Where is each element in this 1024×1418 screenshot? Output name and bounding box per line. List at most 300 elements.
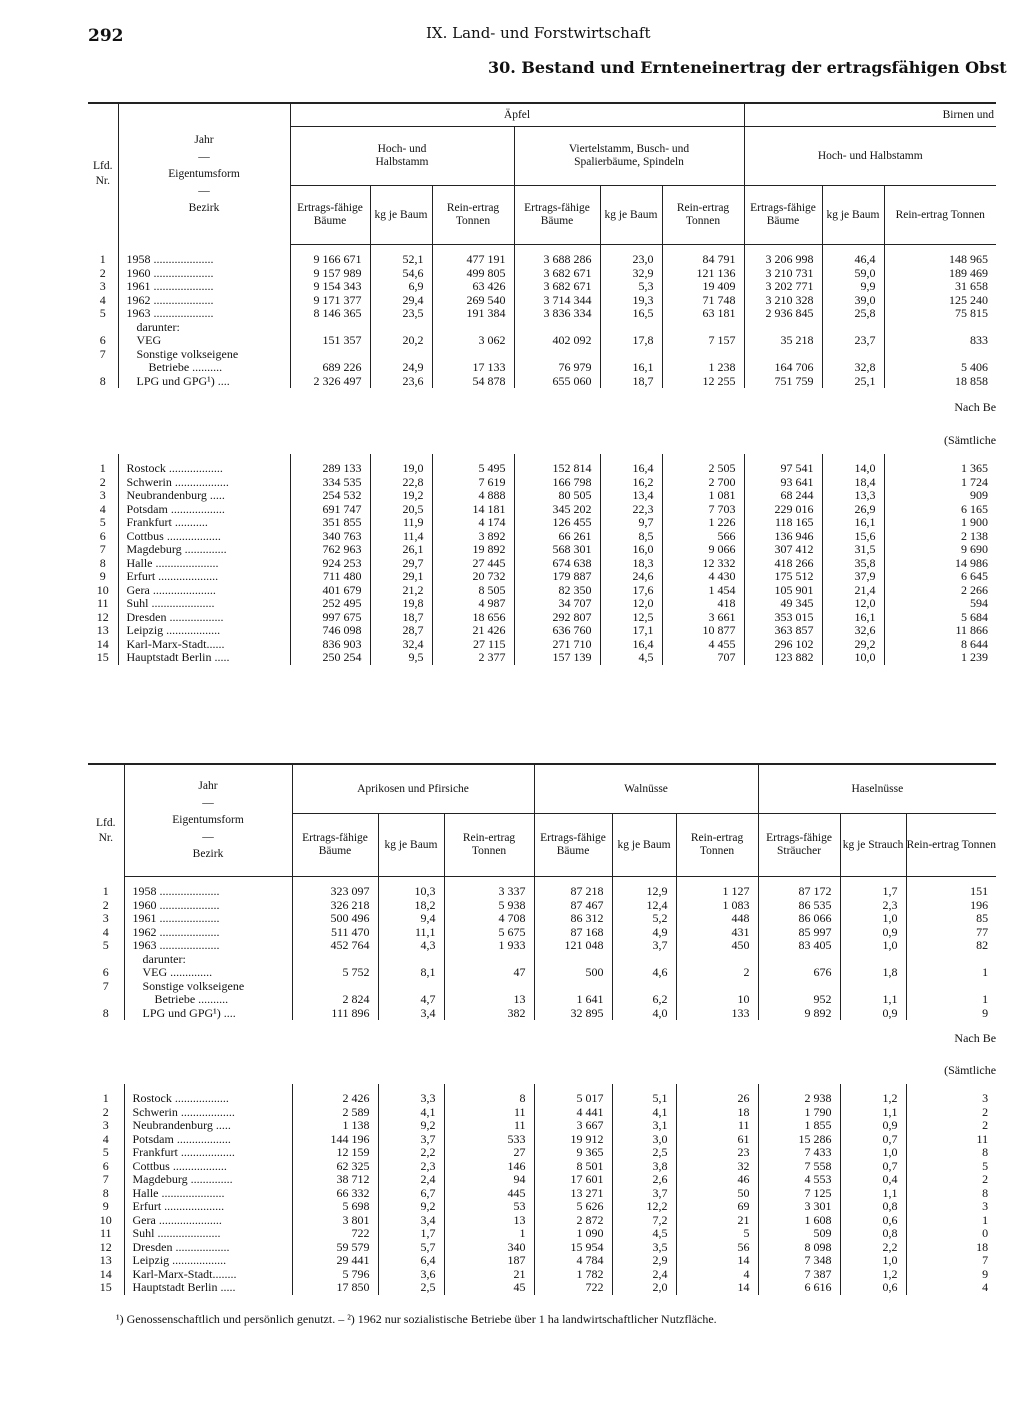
data-cell: 296 102: [744, 638, 822, 652]
table-row: [88, 885, 996, 899]
data-cell: 9,7: [600, 516, 662, 530]
data-cell: 636 760: [514, 624, 600, 638]
data-cell: 14,0: [822, 462, 884, 476]
data-cell: 3 206 998: [744, 253, 822, 267]
data-cell: 1: [906, 993, 996, 1007]
data-cell: 6,2: [612, 993, 676, 1007]
data-cell: 18 656: [432, 611, 514, 625]
data-cell: 62 325: [292, 1160, 378, 1174]
col-reinertrag: Rein-ertrag Tonnen: [444, 814, 534, 877]
fruit-table-apples-pears: Lfd. Nr. Jahr — Eigentumsform — Bezirk Äpfel Birnen und Hoch- und Halbstamm Viertelstamm, Busch- und Spalierbäume, Spindeln Hoch- und Halbstamm Ertrags-fähige Bäume kg je Baum Rein-ertrag Tonnen Ertrags-fähige Bäume kg je Baum Rein-ertrag Tonnen Ertrags-fähige Bäume kg je Baum Rein-ertrag Tonnen 1 1958 .................... 9 166 671 52,1 477 191 3 688 286 23,0 84 791 3 206 998 46,4 148 965 2 1960 .................... 9 157 989 54,6 499 805 3 682 671 32,9 121 136 3 210 731 59,0 189 469 3 1961 .................... 9 154 343 6,9 63 426 3 682 671 5,3 19 409 3 202 771 9,9 31 658 4 1962 .................... 9 171 377 29,4 269 540 3 714 344 19,3 71 748 3 210 328 39,0 125 240 5 1963 .................... 8 146 365 23,5 191 384 3 836 334 16,5 63 181 2 936 845 25,8 75 815 darunter: 6 VEG 151 357 20,2 3 062 402 092 17,8 7 157 35 218 23,7 833 7 Sonstige volkseigene Betriebe .......... 689 226 24,9 17 133 76 979 16,1 1 238 164 706 32,8 5 406 8 LPG und GPG¹) .... 2 326 497 23,6 54 878 655 060 18,7 12 255 751 759 25,1 18 858 Nach Be (Sämtliche 1 Rostock .................. 289 133 19,0 5 495 152 814 16,4 2 505 97 541 14,0 1 365 2 Schwerin .................. 334 535 22,8 7 619 166 798 16,2 2 700 93 641 18,4 1 724 3 Neubrandenburg ..... 254 532 19,2 4 888 80 505 13,4 1 081 68 244 13,3 909 4 Potsdam .................. 691 747 20,5 14 181 345 202 22,3 7 703 229 016 26,9 6 165 5 Frankfurt ........... 351 855 11,9 4 174 126 455 9,7 1 226 118 165 16,1 1 900 6 Cottbus .................. 340 763 11,4 3 892 66 261 8,5 566 136 946 15,6 2 138 7 Magdeburg .............. 762 963 26,1 19 892 568 301 16,0 9 066 307 412 31,5 9 690 8 Halle ..................... 924 253 29,7 27 445 674 638 18,3 12 332 418 266 35,8 14 986 9 Erfurt .................... 711 480 29,1 20 732 179 887 24,6 4 430 175 512 37,9 6 645 10 Gera ..................... 401 679 21,2 8 505 82 350 17,6 1 454 105 901 21,4 2 266 11 Suhl ..................... 252 495 19,8 4 987 34 707 12,0 418 49 345 12,0 594 12 Dresden .................. 997 675 18,7 18 656 292 807 12,5 3 661 353 015 16,1 5 684 13 Leipzig .................. 746 098 28,7 21 426 636 760 17,1 10 877 363 857 32,6 11 866 14 Karl-Marx-Stadt...... 836 903 32,4 27 115 271 710 16,4 4 455 296 102 29,2 8 644 15 Hauptstadt Berlin ..... 250 254 9,5 2 377 157 139 4,5 707 123 882 10,0 1 239: [88, 102, 996, 665]
data-cell: 136 946: [744, 530, 822, 544]
data-cell: 7 157: [662, 334, 744, 348]
data-cell: 676: [758, 966, 840, 980]
data-cell: 5: [906, 1160, 996, 1174]
data-cell: 34 707: [514, 597, 600, 611]
data-cell: 68 244: [744, 489, 822, 503]
data-cell: 10,0: [822, 651, 884, 665]
data-cell: 0: [906, 1227, 996, 1241]
lfd-label: Lfd.: [93, 160, 113, 173]
row-label: Sonstige volkseigene: [118, 348, 290, 362]
spacer-row: [88, 1084, 996, 1092]
section-heading-bezirke: Nach Be: [954, 400, 997, 415]
row-number: 3: [102, 1118, 109, 1132]
data-cell: 363 857: [744, 624, 822, 638]
table-row: [88, 899, 996, 913]
row-label: 1963 ....................: [124, 939, 292, 953]
data-cell: 4 174: [432, 516, 514, 530]
data-cell: 1,7: [378, 1227, 444, 1241]
table-row: [88, 597, 996, 611]
data-cell: 9 365: [534, 1146, 612, 1160]
data-cell: 4,5: [600, 651, 662, 665]
data-cell: 10: [676, 993, 758, 1007]
data-cell: 1 641: [534, 993, 612, 1007]
data-cell: 25,1: [822, 375, 884, 389]
table-row: [88, 1160, 996, 1174]
footnote: ¹) Genossenschaftlich und persönlich genutzt. – ²) 1962 nur sozialistische Betriebe über 1 ha landwirtschaftlicher Nutzfläche.: [116, 1312, 717, 1326]
table-row: [88, 1254, 996, 1268]
data-cell: 94: [444, 1173, 534, 1187]
data-cell: 1,0: [840, 1254, 906, 1268]
row-label: 1961 ....................: [124, 912, 292, 926]
fruit-table-apricots-nuts: Lfd. Nr. Jahr — Eigentumsform — Bezirk Aprikosen und Pfirsiche Walnüsse Haselnüsse Ertrags-fähige Bäume kg je Baum Rein-ertrag Tonnen Ertrags-fähige Bäume kg je Baum Rein-ertrag Tonnen Ertrags-fähige Sträucher kg je Strauch Rein-ertrag Tonnen 1 1958 .................... 323 097 10,3 3 337 87 218 12,9 1 127 87 172 1,7 151 2 1960 .................... 326 218 18,2 5 938 87 467 12,4 1 083 86 535 2,3 196 3 1961 .................... 500 496 9,4 4 708 86 312 5,2 448 86 066 1,0 85 4 1962 .................... 511 470 11,1 5 675 87 168 4,9 431 85 997 0,9 77 5 1963 .................... 452 764 4,3 1 933 121 048 3,7 450 83 405 1,0 82 darunter: 6 VEG .............. 5 752 8,1 47 500 4,6 2 676 1,8 1 7 Sonstige volkseigene Betriebe .......... 2 824 4,7 13 1 641 6,2 10 952 1,1 1 8 LPG und GPG¹) .... 111 896 3,4 382 32 895 4,0 133 9 892 0,9 9 Nach Be (Sämtliche 1 Rostock .................. 2 426 3,3 8 5 017 5,1 26 2 938 1,2 3 2 Schwerin .................. 2 589 4,1 11 4 441 4,1 18 1 790 1,1 2 3 Neubrandenburg ..... 1 138 9,2 11 3 667 3,1 11 1 855 0,9 2 4 Potsdam .................. 144 196 3,7 533 19 912 3,0 61 15 286 0,7 11 5 Frankfurt .................. 12 159 2,2 27 9 365 2,5 23 7 433 1,0 8 6 Cottbus .................. 62 325 2,3 146 8 501 3,8 32 7 558 0,7 5 7 Magdeburg .............. 38 712 2,4 94 17 601 2,6 46 4 553 0,4 2 8 Halle ..................... 66 332 6,7 445 13 271 3,7 50 7 125 1,1 8 9 Erfurt .................... 5 698 9,2 53 5 626 12,2 69 3 301 0,8 3 10 Gera ..................... 3 801 3,4 13 2 872 7,2 21 1 608 0,6 1 11 Suhl ..................... 722 1,7 1 1 090 4,5 5 509 0,8 0 12 Dresden .................. 59 579 5,7 340 15 954 3,5 56 8 098 2,2 18 13 Leipzig .................. 29 441 6,4 187 4 784 2,9 14 7 348 1,0 7 14 Karl-Marx-Stadt........ 5 796 3,6 21 1 782 2,4 4 7 387 1,2 9 15 Hauptstadt Berlin ..... 17 850 2,5 45 722 2,0 14 6 616 0,6 4: [88, 763, 996, 1295]
data-cell: 5 698: [292, 1200, 378, 1214]
row-label: Karl-Marx-Stadt......: [118, 638, 290, 652]
data-cell: 3: [906, 1200, 996, 1214]
jahr-label: Jahr: [194, 133, 214, 146]
data-cell: 75 815: [884, 307, 996, 321]
data-cell: 8,5: [600, 530, 662, 544]
data-cell: 56: [676, 1241, 758, 1255]
data-cell: 4: [906, 1281, 996, 1295]
data-cell: 82 350: [514, 584, 600, 598]
data-cell: 1 855: [758, 1119, 840, 1133]
data-cell: 450: [676, 939, 758, 953]
data-cell: 32,6: [822, 624, 884, 638]
data-cell: 746 098: [290, 624, 370, 638]
data-cell: 157 139: [514, 651, 600, 665]
row-number: 2: [102, 1104, 109, 1119]
row-label: Potsdam ..................: [118, 503, 290, 517]
data-cell: [840, 980, 906, 994]
data-cell: 1 090: [534, 1227, 612, 1241]
data-cell: 19,3: [600, 294, 662, 308]
data-cell: 1 933: [444, 939, 534, 953]
data-cell: 431: [676, 926, 758, 940]
group-aprikosen-pfirsiche: Aprikosen und Pfirsiche: [292, 764, 534, 814]
data-cell: [600, 348, 662, 362]
table-row: [88, 516, 996, 530]
data-cell: 1 454: [662, 584, 744, 598]
data-cell: 26: [676, 1092, 758, 1106]
data-cell: 93 641: [744, 476, 822, 490]
data-cell: 32,4: [370, 638, 432, 652]
data-cell: 9,5: [370, 651, 432, 665]
table-row: [88, 1106, 996, 1120]
data-cell: [370, 348, 432, 362]
data-cell: 11,1: [378, 926, 444, 940]
table-title: 30. Bestand und Ernteneinertrag der ertragsfähigen Obst: [488, 58, 1007, 77]
data-cell: 84 791: [662, 253, 744, 267]
table-row: [88, 939, 996, 953]
data-cell: 86 312: [534, 912, 612, 926]
data-cell: 448: [676, 912, 758, 926]
data-cell: 12 332: [662, 557, 744, 571]
data-cell: 16,2: [600, 476, 662, 490]
data-cell: 196: [906, 899, 996, 913]
row-number: 7: [99, 346, 106, 361]
data-cell: 5,2: [612, 912, 676, 926]
data-cell: 23,0: [600, 253, 662, 267]
data-cell: 511 470: [292, 926, 378, 940]
data-cell: 7 558: [758, 1160, 840, 1174]
row-label: Betriebe ..........: [124, 993, 292, 1007]
data-cell: 76 979: [514, 361, 600, 375]
data-cell: 7 125: [758, 1187, 840, 1201]
data-cell: 133: [676, 1007, 758, 1021]
row-label: 1960 ....................: [118, 267, 290, 281]
data-cell: 5 752: [292, 966, 378, 980]
data-cell: 11: [444, 1119, 534, 1133]
group-walnuesse: Walnüsse: [534, 764, 758, 814]
data-cell: 46,4: [822, 253, 884, 267]
table-row: [88, 611, 996, 625]
row-number: 1: [99, 461, 106, 475]
data-cell: 152 814: [514, 462, 600, 476]
data-cell: 32 895: [534, 1007, 612, 1021]
data-cell: 4 553: [758, 1173, 840, 1187]
eigentumsform-label: Eigentumsform: [168, 167, 240, 180]
data-cell: 8: [444, 1092, 534, 1106]
data-cell: 189 469: [884, 267, 996, 281]
data-cell: 0,9: [840, 1119, 906, 1133]
data-cell: 16,1: [600, 361, 662, 375]
data-cell: [290, 348, 370, 362]
data-cell: 6 165: [884, 503, 996, 517]
data-cell: 1 138: [292, 1119, 378, 1133]
data-cell: 3,8: [612, 1160, 676, 1174]
data-cell: 500: [534, 966, 612, 980]
data-cell: 382: [444, 1007, 534, 1021]
table-row: [88, 1214, 996, 1228]
data-cell: 1,1: [840, 993, 906, 1007]
row-number: 4: [102, 924, 109, 939]
data-cell: 5,7: [378, 1241, 444, 1255]
row-number: 4: [102, 1131, 109, 1146]
row-number: 2: [99, 474, 106, 489]
data-cell: 4,0: [612, 1007, 676, 1021]
row-label: 1958 ....................: [118, 253, 290, 267]
row-number: 8: [99, 373, 106, 388]
data-cell: 66 332: [292, 1187, 378, 1201]
data-cell: 59,0: [822, 267, 884, 281]
data-cell: 17 850: [292, 1281, 378, 1295]
data-cell: 691 747: [290, 503, 370, 517]
col-ertragsfaehige-straeucher: Ertrags-fähige Sträucher: [758, 814, 840, 877]
data-cell: 1,1: [840, 1187, 906, 1201]
data-cell: 4 784: [534, 1254, 612, 1268]
data-cell: 4: [676, 1268, 758, 1282]
table-row: [88, 307, 996, 321]
data-cell: 16,4: [600, 638, 662, 652]
data-cell: 29,7: [370, 557, 432, 571]
row-label: Dresden ..................: [118, 611, 290, 625]
data-cell: 18,4: [822, 476, 884, 490]
data-cell: 3,7: [612, 1187, 676, 1201]
col-ertragsfaehige-baeume: Ertrags-fähige Bäume: [292, 814, 378, 877]
data-cell: 1,8: [840, 966, 906, 980]
darunter-row: [88, 321, 996, 335]
data-cell: 4,3: [378, 939, 444, 953]
data-cell: 87 168: [534, 926, 612, 940]
row-label: 1958 ....................: [124, 885, 292, 899]
data-cell: 4,1: [612, 1106, 676, 1120]
data-cell: 2,3: [840, 899, 906, 913]
data-cell: 18,7: [370, 611, 432, 625]
data-cell: 8: [906, 1187, 996, 1201]
data-cell: 19,0: [370, 462, 432, 476]
data-cell: 3 661: [662, 611, 744, 625]
data-cell: 71 748: [662, 294, 744, 308]
table-row: [88, 1241, 996, 1255]
row-number: 7: [102, 978, 109, 993]
data-cell: 2,0: [612, 1281, 676, 1295]
data-cell: 4 708: [444, 912, 534, 926]
data-cell: 17 133: [432, 361, 514, 375]
table-row: [88, 1173, 996, 1187]
data-cell: [534, 980, 612, 994]
data-cell: 15,6: [822, 530, 884, 544]
data-cell: 21 426: [432, 624, 514, 638]
data-cell: 24,6: [600, 570, 662, 584]
data-cell: 689 226: [290, 361, 370, 375]
row-label: LPG und GPG¹) ....: [124, 1007, 292, 1021]
data-cell: 54 878: [432, 375, 514, 389]
nr-label: Nr.: [98, 831, 113, 844]
row-label: Karl-Marx-Stadt........: [124, 1268, 292, 1282]
data-cell: 9: [906, 1007, 996, 1021]
data-cell: 340 763: [290, 530, 370, 544]
data-cell: 19 892: [432, 543, 514, 557]
data-cell: 21,4: [822, 584, 884, 598]
data-cell: 0,9: [840, 1007, 906, 1021]
data-cell: 2,5: [612, 1146, 676, 1160]
data-cell: 2 824: [292, 993, 378, 1007]
data-cell: 3 682 671: [514, 267, 600, 281]
data-cell: 5 796: [292, 1268, 378, 1282]
data-cell: 17 601: [534, 1173, 612, 1187]
row-label: 1962 ....................: [124, 926, 292, 940]
data-cell: 3,4: [378, 1007, 444, 1021]
data-cell: 751 759: [744, 375, 822, 389]
data-cell: 307 412: [744, 543, 822, 557]
row-number: 11: [96, 596, 109, 610]
data-cell: 2,2: [840, 1241, 906, 1255]
data-cell: 18,3: [600, 557, 662, 571]
row-number: 13: [96, 623, 109, 637]
data-cell: 1 081: [662, 489, 744, 503]
jahr-label: Jahr: [198, 780, 218, 792]
data-cell: 9,9: [822, 280, 884, 294]
data-cell: 7 387: [758, 1268, 840, 1282]
row-number: 5: [99, 306, 106, 320]
row-number: 4: [99, 292, 106, 307]
row-number: 5: [99, 515, 106, 529]
data-cell: 179 887: [514, 570, 600, 584]
table-row: [88, 1007, 996, 1021]
running-head: IX. Land- und Forstwirtschaft: [426, 24, 651, 42]
data-cell: 61: [676, 1133, 758, 1147]
data-cell: 9 157 989: [290, 267, 370, 281]
data-cell: 83 405: [758, 939, 840, 953]
data-cell: 11: [676, 1119, 758, 1133]
data-cell: 250 254: [290, 651, 370, 665]
data-cell: 568 301: [514, 543, 600, 557]
table-row: [88, 624, 996, 638]
row-label: Suhl .....................: [124, 1227, 292, 1241]
table-row: [88, 980, 996, 994]
data-cell: 29,4: [370, 294, 432, 308]
data-cell: 0,9: [840, 926, 906, 940]
row-number: [88, 361, 118, 375]
row-label: Dresden ..................: [124, 1241, 292, 1255]
col-ertragsfaehige-baeume: Ertrags-fähige Bäume: [744, 186, 822, 245]
data-cell: 3,3: [378, 1092, 444, 1106]
col-reinertrag: Rein-ertrag Tonnen: [432, 186, 514, 245]
data-cell: 86 535: [758, 899, 840, 913]
table-row: [88, 584, 996, 598]
data-cell: 289 133: [290, 462, 370, 476]
data-cell: 12 159: [292, 1146, 378, 1160]
row-label: Potsdam ..................: [124, 1133, 292, 1147]
data-cell: 3,1: [612, 1119, 676, 1133]
data-cell: 0,6: [840, 1281, 906, 1295]
row-number: 8: [102, 1005, 109, 1020]
sub-hoch-halbstamm: Hoch- und Halbstamm: [290, 127, 514, 186]
data-cell: 19 409: [662, 280, 744, 294]
data-cell: 2 426: [292, 1092, 378, 1106]
data-cell: 292 807: [514, 611, 600, 625]
data-cell: [744, 348, 822, 362]
data-cell: 2 589: [292, 1106, 378, 1120]
data-cell: 4,9: [612, 926, 676, 940]
row-label: Gera .....................: [118, 584, 290, 598]
data-cell: 252 495: [290, 597, 370, 611]
row-label: 1961 ....................: [118, 280, 290, 294]
data-cell: 9 171 377: [290, 294, 370, 308]
data-cell: 8 501: [534, 1160, 612, 1174]
data-cell: 45: [444, 1281, 534, 1295]
data-cell: [432, 348, 514, 362]
row-label: Cottbus ..................: [124, 1160, 292, 1174]
data-cell: 23,7: [822, 334, 884, 348]
data-cell: 8 644: [884, 638, 996, 652]
data-cell: 3,7: [378, 1133, 444, 1147]
table-row: [88, 361, 996, 375]
table-row: [88, 1092, 996, 1106]
page-number: 292: [88, 26, 124, 46]
table-row: [88, 1200, 996, 1214]
row-label: Neubrandenburg .....: [124, 1119, 292, 1133]
data-cell: 2: [906, 1173, 996, 1187]
data-cell: 418: [662, 597, 744, 611]
data-cell: 1,2: [840, 1092, 906, 1106]
table-row: [88, 476, 996, 490]
data-cell: 21: [444, 1268, 534, 1282]
row-label: 1960 ....................: [124, 899, 292, 913]
data-cell: 1 365: [884, 462, 996, 476]
data-cell: 18 858: [884, 375, 996, 389]
data-cell: 445: [444, 1187, 534, 1201]
data-cell: 4,5: [612, 1227, 676, 1241]
data-cell: 594: [884, 597, 996, 611]
data-cell: 7 703: [662, 503, 744, 517]
bezirk-label: Bezirk: [192, 848, 224, 860]
data-cell: 85 997: [758, 926, 840, 940]
row-label: Erfurt ....................: [124, 1200, 292, 1214]
data-cell: 833: [884, 334, 996, 348]
data-cell: 85: [906, 912, 996, 926]
data-cell: 123 882: [744, 651, 822, 665]
row-number: 7: [102, 1172, 109, 1186]
data-cell: 14 986: [884, 557, 996, 571]
row-label: Schwerin ..................: [118, 476, 290, 490]
data-cell: 11: [906, 1133, 996, 1147]
data-cell: 9 066: [662, 543, 744, 557]
row-number: 1: [99, 252, 106, 266]
data-cell: 17,1: [600, 624, 662, 638]
data-cell: 35,8: [822, 557, 884, 571]
col-ertragsfaehige-baeume: Ertrags-fähige Bäume: [290, 186, 370, 245]
data-cell: 2 872: [534, 1214, 612, 1228]
data-cell: 9 690: [884, 543, 996, 557]
data-cell: 4 430: [662, 570, 744, 584]
data-cell: 2 138: [884, 530, 996, 544]
table-row: [88, 638, 996, 652]
data-cell: 24,9: [370, 361, 432, 375]
data-cell: 722: [534, 1281, 612, 1295]
data-cell: 13: [444, 993, 534, 1007]
row-label: Cottbus ..................: [118, 530, 290, 544]
data-cell: 3 667: [534, 1119, 612, 1133]
data-cell: 126 455: [514, 516, 600, 530]
row-number: 10: [99, 1212, 112, 1227]
data-cell: 14: [676, 1281, 758, 1295]
data-cell: 3 836 334: [514, 307, 600, 321]
data-cell: 4,6: [612, 966, 676, 980]
data-cell: 9: [906, 1268, 996, 1282]
data-cell: 2 938: [758, 1092, 840, 1106]
col-kg-je-baum: kg je Baum: [378, 814, 444, 877]
sub-viertelstamm: Viertelstamm, Busch- und Spalierbäume, Spindeln: [514, 127, 744, 186]
row-number: 14: [99, 1266, 112, 1281]
data-cell: 5 684: [884, 611, 996, 625]
data-cell: 13,3: [822, 489, 884, 503]
darunter-row: [88, 953, 996, 967]
data-cell: 3 062: [432, 334, 514, 348]
data-cell: 3 202 771: [744, 280, 822, 294]
table-row: [88, 966, 996, 980]
table-row: [88, 1146, 996, 1160]
table-row: [88, 348, 996, 362]
table-row: [88, 1119, 996, 1133]
data-cell: 909: [884, 489, 996, 503]
eigentumsform-label: Eigentumsform: [172, 814, 244, 826]
table-row: [88, 1268, 996, 1282]
table-row: [88, 543, 996, 557]
row-label: VEG ..............: [124, 966, 292, 980]
